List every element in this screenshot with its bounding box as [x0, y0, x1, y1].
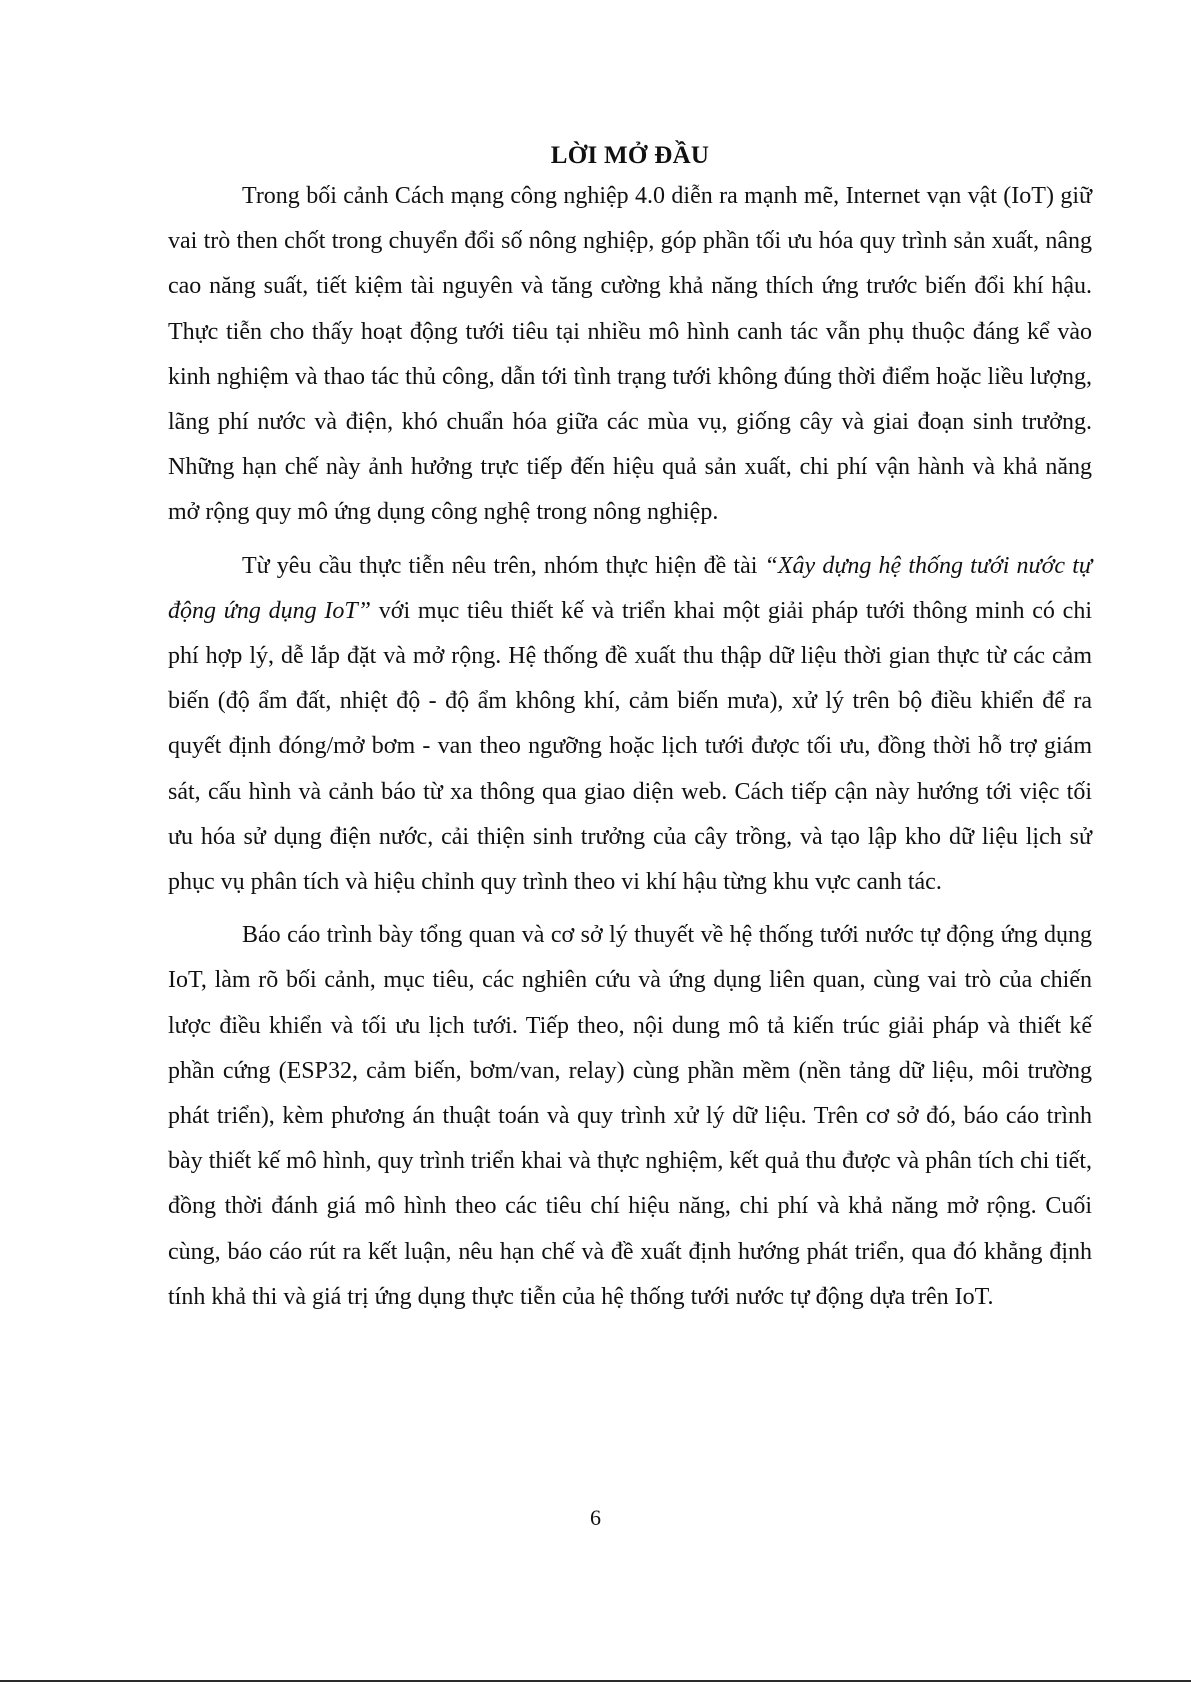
page-content [168, 140, 1092, 1320]
bottom-divider [0, 1680, 1191, 1682]
paragraph-3: Báo cáo trình bày tổng quan và cơ sở lý thuyết về hệ thống tưới nước tự động ứng dụng IoT, làm rõ bối cảnh, mục tiêu, các nghiên cứu và ứng dụng liên quan, cùng vai trò của chiến lược điều khiển và tối ưu lịch tưới. Tiếp theo, nội dung mô tả kiến trúc giải pháp và thiết kế phần cứng (ESP32, cảm biến, bơm/van, relay) cùng phần mềm (nền tảng dữ liệu, môi trường phát triển), kèm phương án thuật toán và quy trình xử lý dữ liệu. Trên cơ sở đó, báo cáo trình bày thiết kế mô hình, quy trình triển khai và thực nghiệm, kết quả thu được và phân tích chi tiết, đồng thời đánh giá mô hình theo các tiêu chí hiệu năng, chi phí và khả năng mở rộng. Cuối cùng, báo cáo rút ra kết luận, nêu hạn chế và đề xuất định hướng phát triển, qua đó khẳng định tính khả thi và giá trị ứng dụng thực tiễn của hệ thống tưới nước tự động dựa trên IoT. [168, 922, 1092, 1310]
page-number: 6 [590, 1505, 601, 1530]
page-title: LỜI MỞ ĐẦU [550, 142, 710, 169]
paragraph-1: Trong bối cảnh Cách mạng công nghiệp 4.0 diễn ra mạnh mẽ, Internet vạn vật (IoT) giữ vai trò then chốt trong chuyển đổi số nông nghiệp, góp phần tối ưu hóa quy trình sản xuất, nâng cao năng suất, tiết kiệm tài nguyên và tăng cường khả năng thích ứng trước biến đổi khí hậu. Thực tiễn cho thấy hoạt động tưới tiêu tại nhiều mô hình canh tác vẫn phụ thuộc đáng kể vào kinh nghiệm và thao tác thủ công, dẫn tới tình trạng tưới không đúng thời điểm hoặc liều lượng, lãng phí nước và điện, khó chuẩn hóa giữa các mùa vụ, giống cây và giai đoạn sinh trưởng. Những hạn chế này ảnh hưởng trực tiếp đến hiệu quả sản xuất, chi phí vận hành và khả năng mở rộng quy mô ứng dụng công nghệ trong nông nghiệp. [168, 183, 1092, 526]
paragraph-2 [168, 544, 1092, 906]
paragraph-2-lead: Từ yêu cầu thực tiễn nêu trên, nhóm thực hiện đề tài [242, 552, 765, 579]
project-title-italic: “Xây dựng hệ thống tưới nước tự động ứng dụng IoT” [168, 552, 1092, 624]
paragraph-2-rest: với mục tiêu thiết kế và triển khai một giải pháp tưới thông minh có chi phí hợp lý, dễ lắp đặt và mở rộng. Hệ thống đề xuất thu thập dữ liệu thời gian thực từ các cảm biến (độ ẩm đất, nhiệt độ - độ ẩm không khí, cảm biến mưa), xử lý trên bộ điều khiển để ra quyết định đóng/mở bơm - van theo ngưỡng hoặc lịch tưới được tối ưu, đồng thời hỗ trợ giám sát, cấu hình và cảnh báo từ xa thông qua giao diện web. Cách tiếp cận này hướng tới việc tối ưu hóa sử dụng điện nước, cải thiện sinh trưởng của cây trồng, và tạo lập kho dữ liệu lịch sử phục vụ phân tích và hiệu chỉnh quy trình theo vi khí hậu từng khu vực canh tác. [168, 597, 1093, 896]
